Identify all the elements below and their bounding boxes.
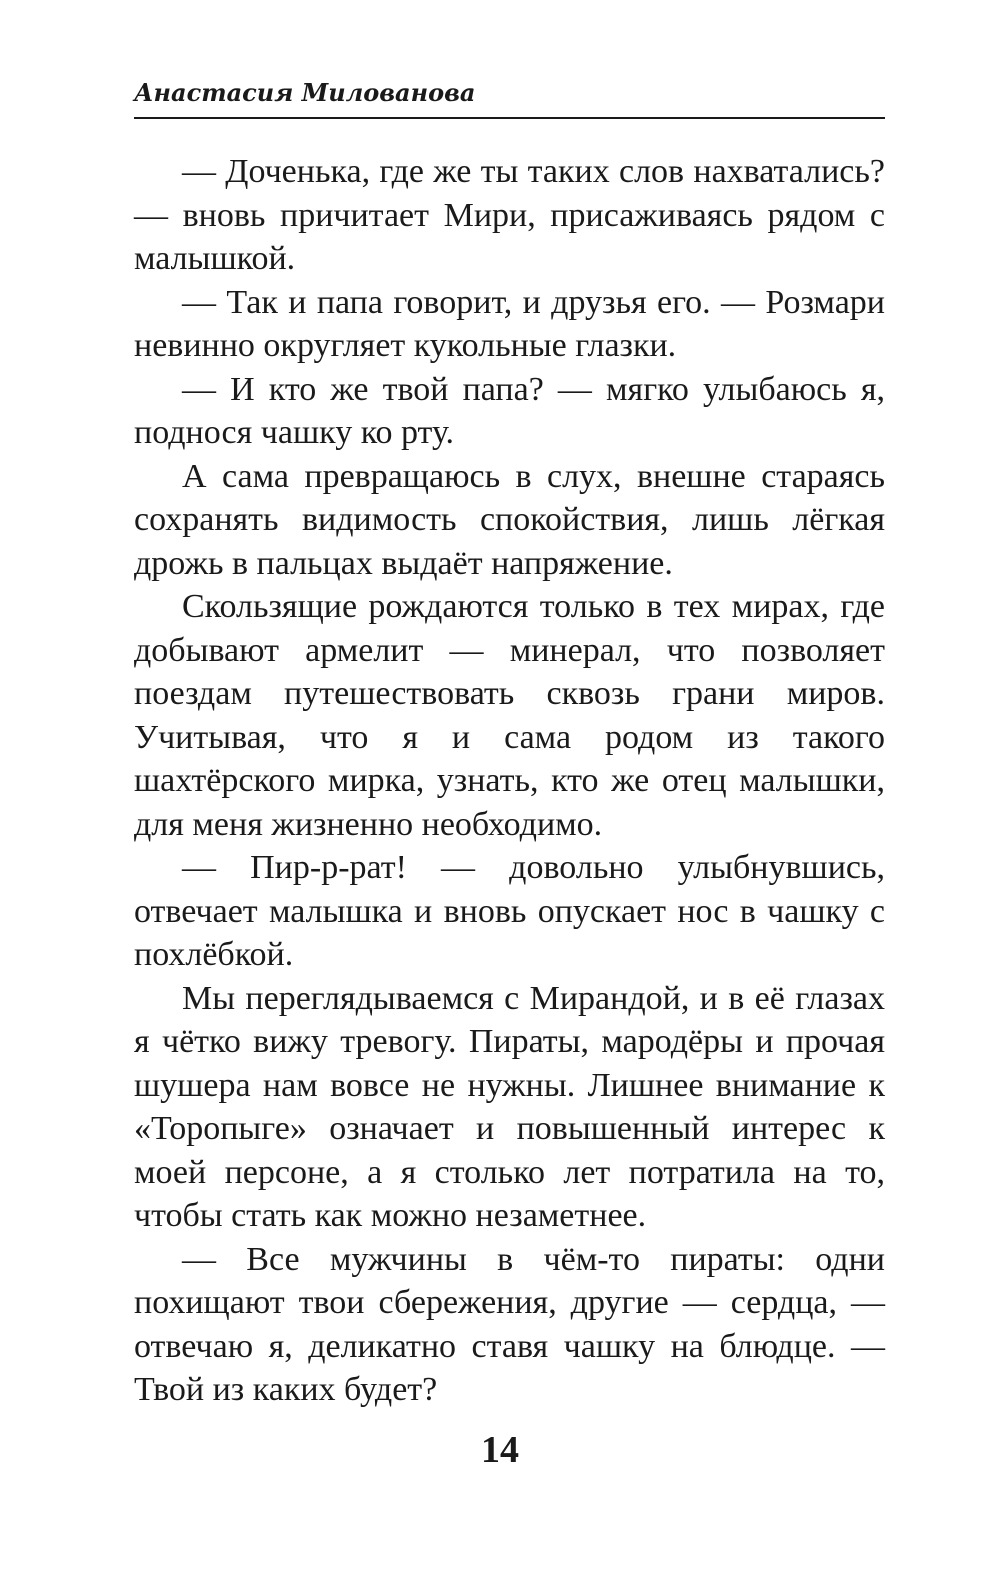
paragraph: — И кто же твой папа? — мягко улыбаюсь я, поднося чашку ко рту.	[134, 370, 885, 451]
header-rule	[134, 117, 885, 119]
paragraph: — Пир-р-рат! — довольно улыбнувшись, отвечает малышка и вновь опускает нос в чашку с похлёбкой.	[134, 849, 885, 973]
paragraph: Скользящие рождаются только в тех мирах, где добывают армелит — минерал, что позволяет поездам путешествовать сквозь грани миров. Учитывая, что я и сама родом из такого шахтёрского мирка, узнать, кто же отец малышки, для меня жизненно необходимо.	[134, 588, 885, 843]
body-text	[134, 150, 885, 1412]
paragraph: — Так и папа говорит, и друзья его. — Розмари невинно округляет кукольные глазки.	[134, 283, 885, 364]
paragraph: А сама превращаюсь в слух, внешне стараясь сохранять видимость спокойствия, лишь лёгкая дрожь в пальцах выдаёт напряжение.	[134, 457, 885, 582]
page-number: 14	[481, 1429, 519, 1471]
paragraph: — Доченька, где же ты таких слов нахватались? — вновь причитает Мири, присаживаясь рядом с малышкой.	[134, 153, 885, 277]
paragraph: Мы переглядываемся с Мирандой, и в её глазах я чётко вижу тревогу. Пираты, мародёры и прочая шушера нам вовсе не нужны. Лишнее внимание к «Торопыге» означает и повышенный интерес к моей персоне, а я столько лет потратила на то, чтобы стать как можно незаметнее.	[134, 979, 885, 1234]
paragraph: — Все мужчины в чём-то пираты: одни похищают твои сбережения, другие — сердца, — отвечаю я, деликатно ставя чашку на блюдце. — Твой из каких будет?	[134, 1240, 885, 1408]
running-header-author: Анастасия Милованова	[134, 78, 476, 107]
